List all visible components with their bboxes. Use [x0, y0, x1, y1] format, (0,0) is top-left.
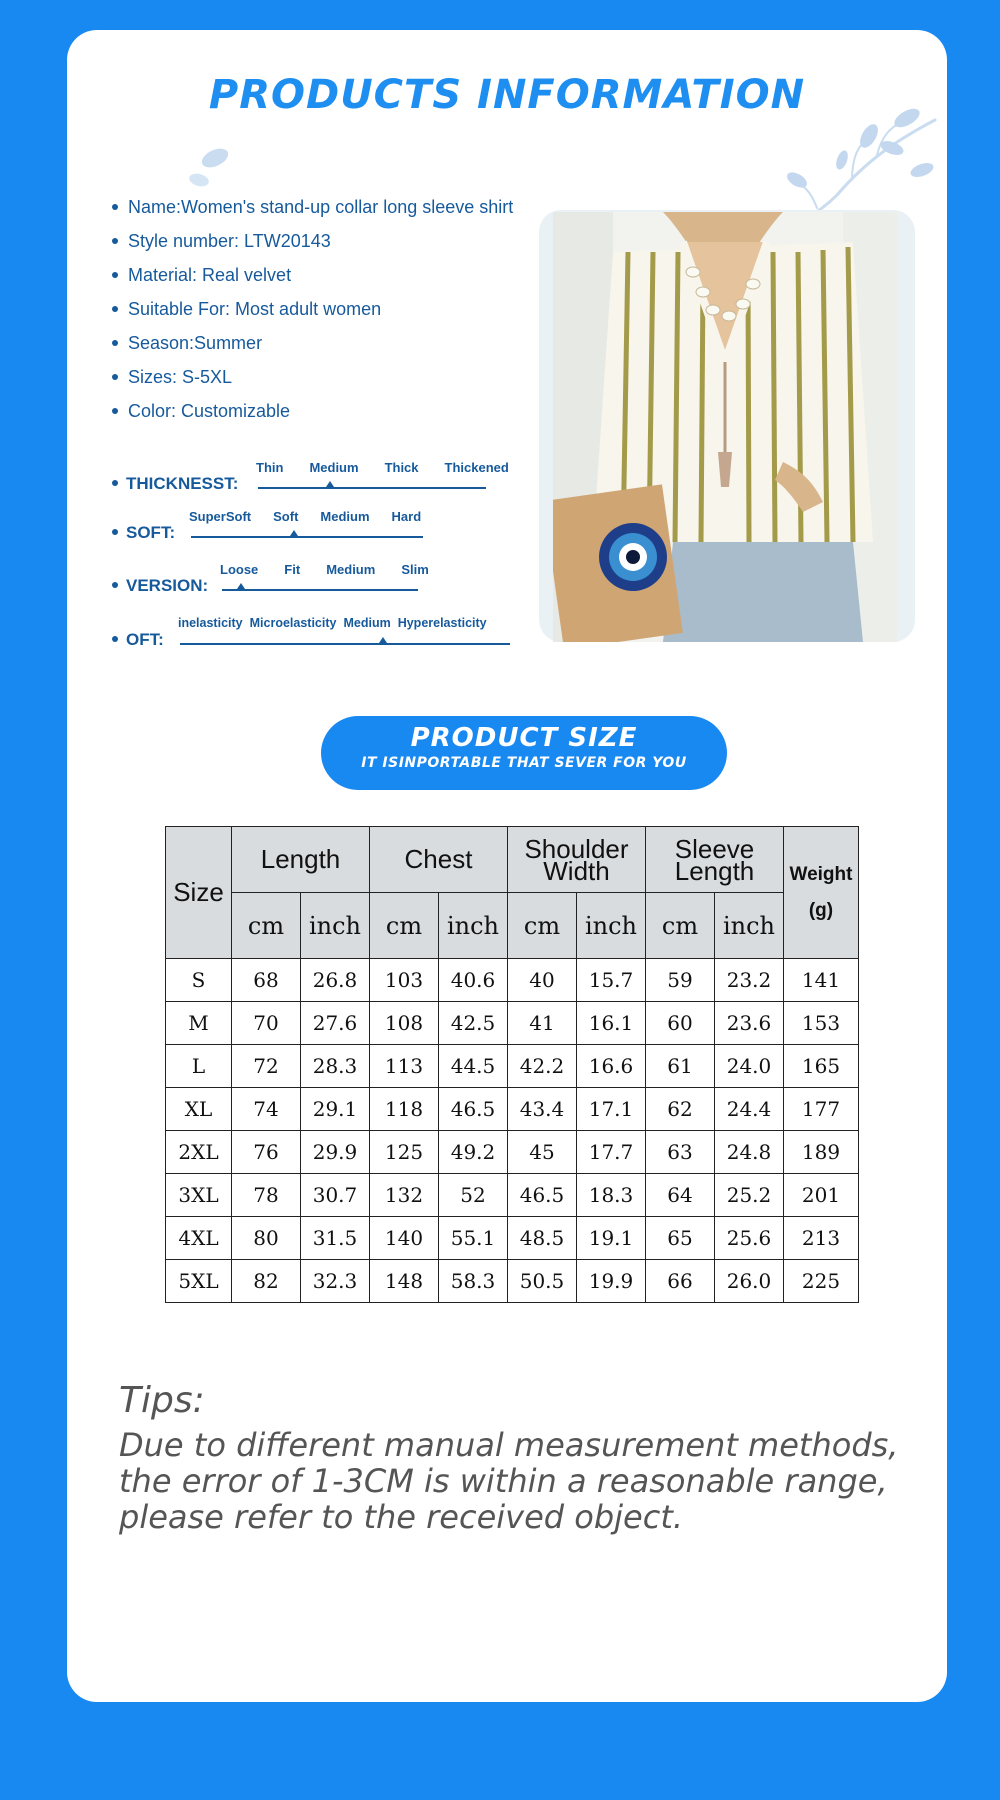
table-row [166, 959, 859, 1002]
sleeve-length-header: Sleeve Length [646, 827, 784, 893]
value-cell: 25.6 [715, 1217, 784, 1260]
tips-section [119, 1380, 919, 1535]
value-cell: 31.5 [301, 1217, 370, 1260]
size-cell: 5XL [166, 1260, 232, 1303]
scale-option: inelasticity [178, 616, 243, 630]
product-photo-frame [539, 210, 915, 642]
info-sizes: Sizes: S-5XL [112, 360, 513, 394]
unit-header-cm: cm [646, 893, 715, 959]
weight-header: Weight (g) [784, 827, 859, 959]
value-cell: 23.2 [715, 959, 784, 1002]
value-cell: 74 [232, 1088, 301, 1131]
value-cell: 40.6 [439, 959, 508, 1002]
value-cell: 48.5 [508, 1217, 577, 1260]
value-cell: 148 [370, 1260, 439, 1303]
value-cell: 23.6 [715, 1002, 784, 1045]
info-season: Season:Summer [112, 326, 513, 360]
scale-option: Medium [309, 460, 359, 475]
value-cell: 24.0 [715, 1045, 784, 1088]
value-cell: 132 [370, 1174, 439, 1217]
value-cell: 82 [232, 1260, 301, 1303]
value-cell: 72 [232, 1045, 301, 1088]
scale-marker [379, 637, 387, 643]
value-cell: 17.1 [577, 1088, 646, 1131]
size-table [165, 826, 859, 1303]
scale-option: Medium [320, 509, 370, 524]
value-cell: 58.3 [439, 1260, 508, 1303]
tips-line: please refer to the received object. [119, 1498, 684, 1536]
value-cell: 189 [784, 1131, 859, 1174]
value-cell: 55.1 [439, 1217, 508, 1260]
oft-scale [112, 616, 532, 656]
value-cell: 42.5 [439, 1002, 508, 1045]
value-cell: 52 [439, 1174, 508, 1217]
value-cell: 40 [508, 959, 577, 1002]
chest-header: Chest [370, 827, 508, 893]
value-cell: 46.5 [439, 1088, 508, 1131]
info-color: Color: Customizable [112, 394, 513, 428]
value-cell: 63 [646, 1131, 715, 1174]
size-header: Size [166, 827, 232, 959]
table-row [166, 1088, 859, 1131]
shoulder-width-header: Shoulder Width [508, 827, 646, 893]
scale-option: Soft [273, 509, 299, 524]
value-cell: 103 [370, 959, 439, 1002]
version-scale [112, 562, 492, 602]
table-row [166, 1045, 859, 1088]
value-cell: 18.3 [577, 1174, 646, 1217]
product-size-badge [321, 716, 727, 790]
value-cell: 42.2 [508, 1045, 577, 1088]
value-cell: 108 [370, 1002, 439, 1045]
value-cell: 62 [646, 1088, 715, 1131]
value-cell: 64 [646, 1174, 715, 1217]
value-cell: 17.7 [577, 1131, 646, 1174]
size-cell: S [166, 959, 232, 1002]
unit-header-inch: inch [439, 893, 508, 959]
value-cell: 78 [232, 1174, 301, 1217]
scale-option: SuperSoft [189, 509, 252, 524]
value-cell: 68 [232, 959, 301, 1002]
info-material: Material: Real velvet [112, 258, 513, 292]
value-cell: 225 [784, 1260, 859, 1303]
thickness-label: THICKNESST: [126, 474, 239, 493]
oft-label: OFT: [126, 630, 164, 649]
unit-header-inch: inch [301, 893, 370, 959]
table-row [166, 1002, 859, 1045]
value-cell: 25.2 [715, 1174, 784, 1217]
value-cell: 177 [784, 1088, 859, 1131]
value-cell: 41 [508, 1002, 577, 1045]
soft-label: SOFT: [126, 523, 176, 542]
value-cell: 213 [784, 1217, 859, 1260]
unit-header-cm: cm [232, 893, 301, 959]
value-cell: 24.4 [715, 1088, 784, 1131]
scale-line [222, 589, 418, 591]
scale-line [191, 536, 423, 538]
value-cell: 45 [508, 1131, 577, 1174]
scale-option: Fit [284, 562, 301, 577]
value-cell: 30.7 [301, 1174, 370, 1217]
table-row [166, 1217, 859, 1260]
value-cell: 125 [370, 1131, 439, 1174]
scale-marker [326, 481, 334, 487]
value-cell: 66 [646, 1260, 715, 1303]
tips-title: Tips: [119, 1380, 205, 1421]
value-cell: 29.9 [301, 1131, 370, 1174]
value-cell: 19.9 [577, 1260, 646, 1303]
table-row [166, 1260, 859, 1303]
scale-option: Slim [401, 562, 429, 577]
scale-option: Hard [391, 509, 422, 524]
soft-scale [112, 509, 492, 549]
value-cell: 26.8 [301, 959, 370, 1002]
table-row [166, 1131, 859, 1174]
value-cell: 113 [370, 1045, 439, 1088]
value-cell: 26.0 [715, 1260, 784, 1303]
version-label: VERSION: [126, 576, 209, 595]
value-cell: 27.6 [301, 1002, 370, 1045]
info-style-number: Style number: LTW20143 [112, 224, 513, 258]
value-cell: 61 [646, 1045, 715, 1088]
size-cell: 2XL [166, 1131, 232, 1174]
scale-option: Microelasticity [249, 616, 337, 630]
model-shirt-illustration [553, 212, 897, 642]
value-cell: 28.3 [301, 1045, 370, 1088]
value-cell: 80 [232, 1217, 301, 1260]
product-info-list [112, 190, 513, 428]
scale-option: Medium [343, 616, 391, 630]
leaf-decoration-small [187, 142, 237, 192]
scale-option: Thin [256, 460, 284, 475]
product-size-subtitle: IT ISINPORTABLE THAT SEVER FOR YOU [361, 755, 687, 771]
size-cell: 4XL [166, 1217, 232, 1260]
scale-option: Loose [220, 562, 259, 577]
value-cell: 50.5 [508, 1260, 577, 1303]
scale-option: Medium [326, 562, 376, 577]
value-cell: 59 [646, 959, 715, 1002]
value-cell: 19.1 [577, 1217, 646, 1260]
value-cell: 49.2 [439, 1131, 508, 1174]
value-cell: 43.4 [508, 1088, 577, 1131]
value-cell: 76 [232, 1131, 301, 1174]
value-cell: 16.6 [577, 1045, 646, 1088]
thickness-scale [112, 460, 509, 500]
info-suitable-for: Suitable For: Most adult women [112, 292, 513, 326]
value-cell: 65 [646, 1217, 715, 1260]
value-cell: 165 [784, 1045, 859, 1088]
tips-line: the error of 1-3CM is within a reasonable range, [119, 1462, 888, 1500]
value-cell: 24.8 [715, 1131, 784, 1174]
unit-header-cm: cm [370, 893, 439, 959]
scale-line [258, 487, 486, 489]
value-cell: 60 [646, 1002, 715, 1045]
value-cell: 140 [370, 1217, 439, 1260]
product-photo [553, 212, 897, 642]
scale-marker [290, 530, 298, 536]
value-cell: 32.3 [301, 1260, 370, 1303]
unit-header-cm: cm [508, 893, 577, 959]
scale-marker [237, 583, 245, 589]
unit-header-inch: inch [577, 893, 646, 959]
length-header: Length [232, 827, 370, 893]
size-cell: XL [166, 1088, 232, 1131]
page-title: PRODUCTS INFORMATION [208, 72, 806, 118]
value-cell: 70 [232, 1002, 301, 1045]
scale-option: Hyperelasticity [397, 616, 487, 630]
value-cell: 29.1 [301, 1088, 370, 1131]
size-cell: 3XL [166, 1174, 232, 1217]
size-cell: L [166, 1045, 232, 1088]
table-row [166, 1174, 859, 1217]
product-size-title: PRODUCT SIZE [410, 723, 638, 753]
scale-option: Thick [384, 460, 419, 475]
product-card [67, 30, 947, 1702]
value-cell: 118 [370, 1088, 439, 1131]
scale-line [180, 643, 510, 645]
scale-option: Thickened [444, 460, 509, 475]
size-cell: M [166, 1002, 232, 1045]
unit-header-inch: inch [715, 893, 784, 959]
value-cell: 141 [784, 959, 859, 1002]
value-cell: 44.5 [439, 1045, 508, 1088]
info-name: Name:Women's stand-up collar long sleeve shirt [112, 190, 513, 224]
value-cell: 16.1 [577, 1002, 646, 1045]
value-cell: 201 [784, 1174, 859, 1217]
value-cell: 15.7 [577, 959, 646, 1002]
value-cell: 46.5 [508, 1174, 577, 1217]
tips-line: Due to different manual measurement methods, [119, 1426, 899, 1464]
value-cell: 153 [784, 1002, 859, 1045]
